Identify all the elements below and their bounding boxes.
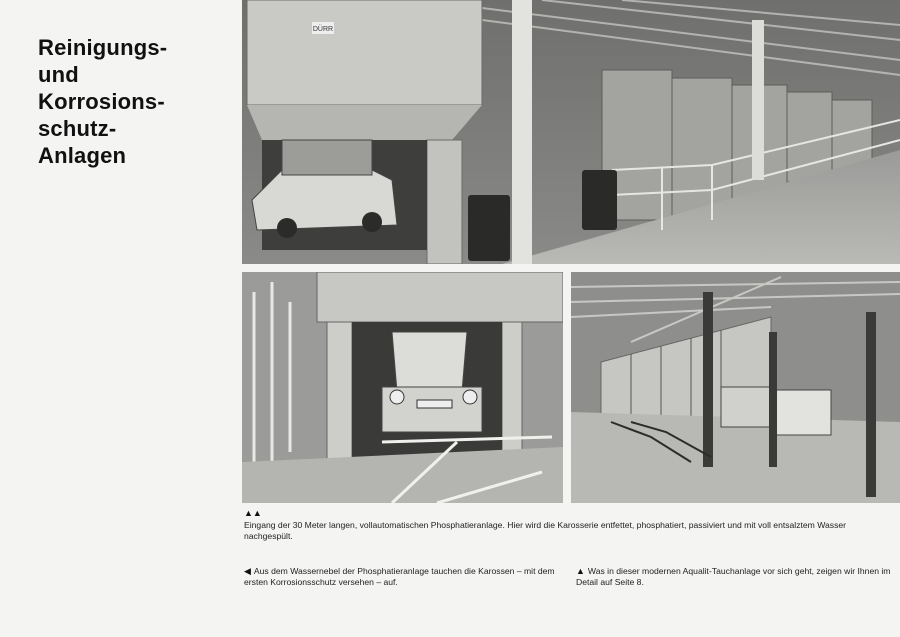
caption-top-photo [244, 509, 884, 542]
title-line: Anlagen [38, 143, 127, 168]
arrow-up-icon: ▲ [576, 566, 585, 576]
caption-text: Eingang der 30 Meter langen, vollautomatischen Phosphatieranlage. Hier wird die Karosserie entfettet, phosphatiert, passiviert und mit voll entsalztem Wasser nachgespült. [244, 520, 847, 541]
photo-image [242, 272, 563, 503]
photo-image [571, 272, 900, 503]
photo-image [242, 0, 900, 264]
caption-right-photo [576, 566, 894, 588]
page-title [38, 34, 228, 169]
arrow-up-icon: ▲▲ [244, 508, 262, 518]
photo-phosphating-plant-entrance [242, 0, 900, 264]
caption-text: Aus dem Wassernebel der Phosphatieranlage tauchen die Karossen – mit dem ersten Korrosionsschutz versehen – auf. [244, 566, 555, 587]
title-line: Reinigungs- [38, 35, 168, 60]
arrow-left-icon: ◀ [244, 566, 251, 576]
title-line: und [38, 62, 79, 87]
caption-text: Was in dieser modernen Aqualit-Tauchanlage vor sich geht, zeigen wir Ihnen im Detail auf Seite 8. [576, 566, 891, 587]
photo-bodies-emerging [242, 272, 563, 503]
photo-aqualit-dip-plant [571, 272, 900, 503]
caption-left-photo [244, 566, 562, 588]
booth-sign-text: DÜRR [312, 26, 334, 33]
title-line: Korrosions- [38, 89, 165, 114]
title-line: schutz- [38, 116, 117, 141]
